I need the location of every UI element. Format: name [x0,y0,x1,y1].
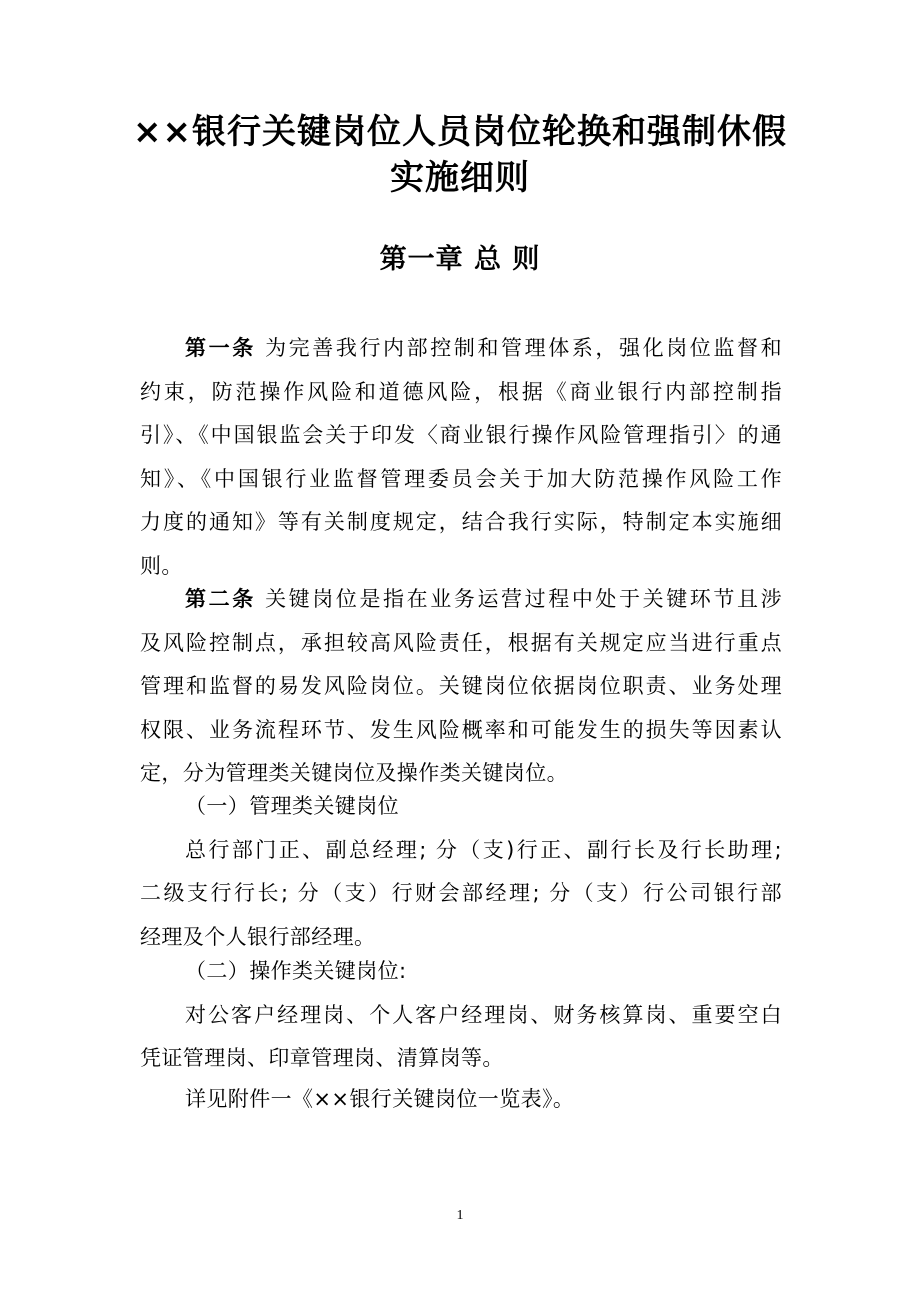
article-1-line: 知》、《中国银行业监督管理委员会关于加大防范操作风险工作 [140,466,782,491]
article-2-line: 管理和监督的易发风险岗位。关键岗位依据岗位职责、业务处理 [140,674,782,698]
article-1-label: 第一条 [185,336,256,360]
section-operation-line: 凭证管理岗、印章管理岗、清算岗等。 [140,1046,504,1070]
document-title-line1: ××银行关键岗位人员岗位轮换和强制休假 [133,112,787,152]
chapter-heading: 第一章 总 则 [379,244,541,275]
article-2-line: 及风险控制点，承担较高风险责任，根据有关规定应当进行重点 [140,630,782,655]
section-management-heading: （一）管理类关键岗位 [185,794,399,818]
section-management-line: 经理及个人银行部经理。 [140,924,376,949]
article-2 [140,578,782,796]
article-1-line: 力度的通知》等有关制度规定，结合我行实际，特制定本实施细 [140,510,782,534]
article-2-line: 第二条 关键岗位是指在业务运营过程中处于关键环节且涉 [185,587,783,611]
article-2-line: 定，分为管理类关键岗位及操作类关键岗位。 [140,761,568,785]
section-operation-heading: （二）操作类关键岗位: [185,959,407,983]
section-management-line: 总行部门正、副总经理; 分（支)行正、副行长及行长助理; [185,837,782,862]
section-management [140,785,782,959]
section-management-line: 二级支行行长; 分（支）行财会部经理; 分（支）行公司银行部 [140,881,782,905]
section-operation [140,950,782,1081]
article-1 [140,327,782,588]
document-title-line2: 实施细则 [390,158,530,198]
appendix-note [140,1078,782,1122]
article-1-line: 引》、《中国银监会关于印发〈商业银行操作风险管理指引〉的通 [140,423,782,447]
article-1-line: 则。 [140,553,183,578]
page-number: 1 [456,1208,464,1223]
article-1-line: 第一条 为完善我行内部控制和管理体系，强化岗位监督和 [185,336,783,360]
appendix-note-text: 详见附件一《××银行关键岗位一览表》。 [185,1087,575,1111]
article-2-line: 权限、业务流程环节、发生风险概率和可能发生的损失等因素认 [140,717,782,742]
section-operation-line: 对公客户经理岗、个人客户经理岗、财务核算岗、重要空白 [185,1002,782,1027]
article-2-label: 第二条 [185,587,256,611]
article-1-line: 约束，防范操作风险和道德风险，根据《商业银行内部控制指 [140,379,782,404]
